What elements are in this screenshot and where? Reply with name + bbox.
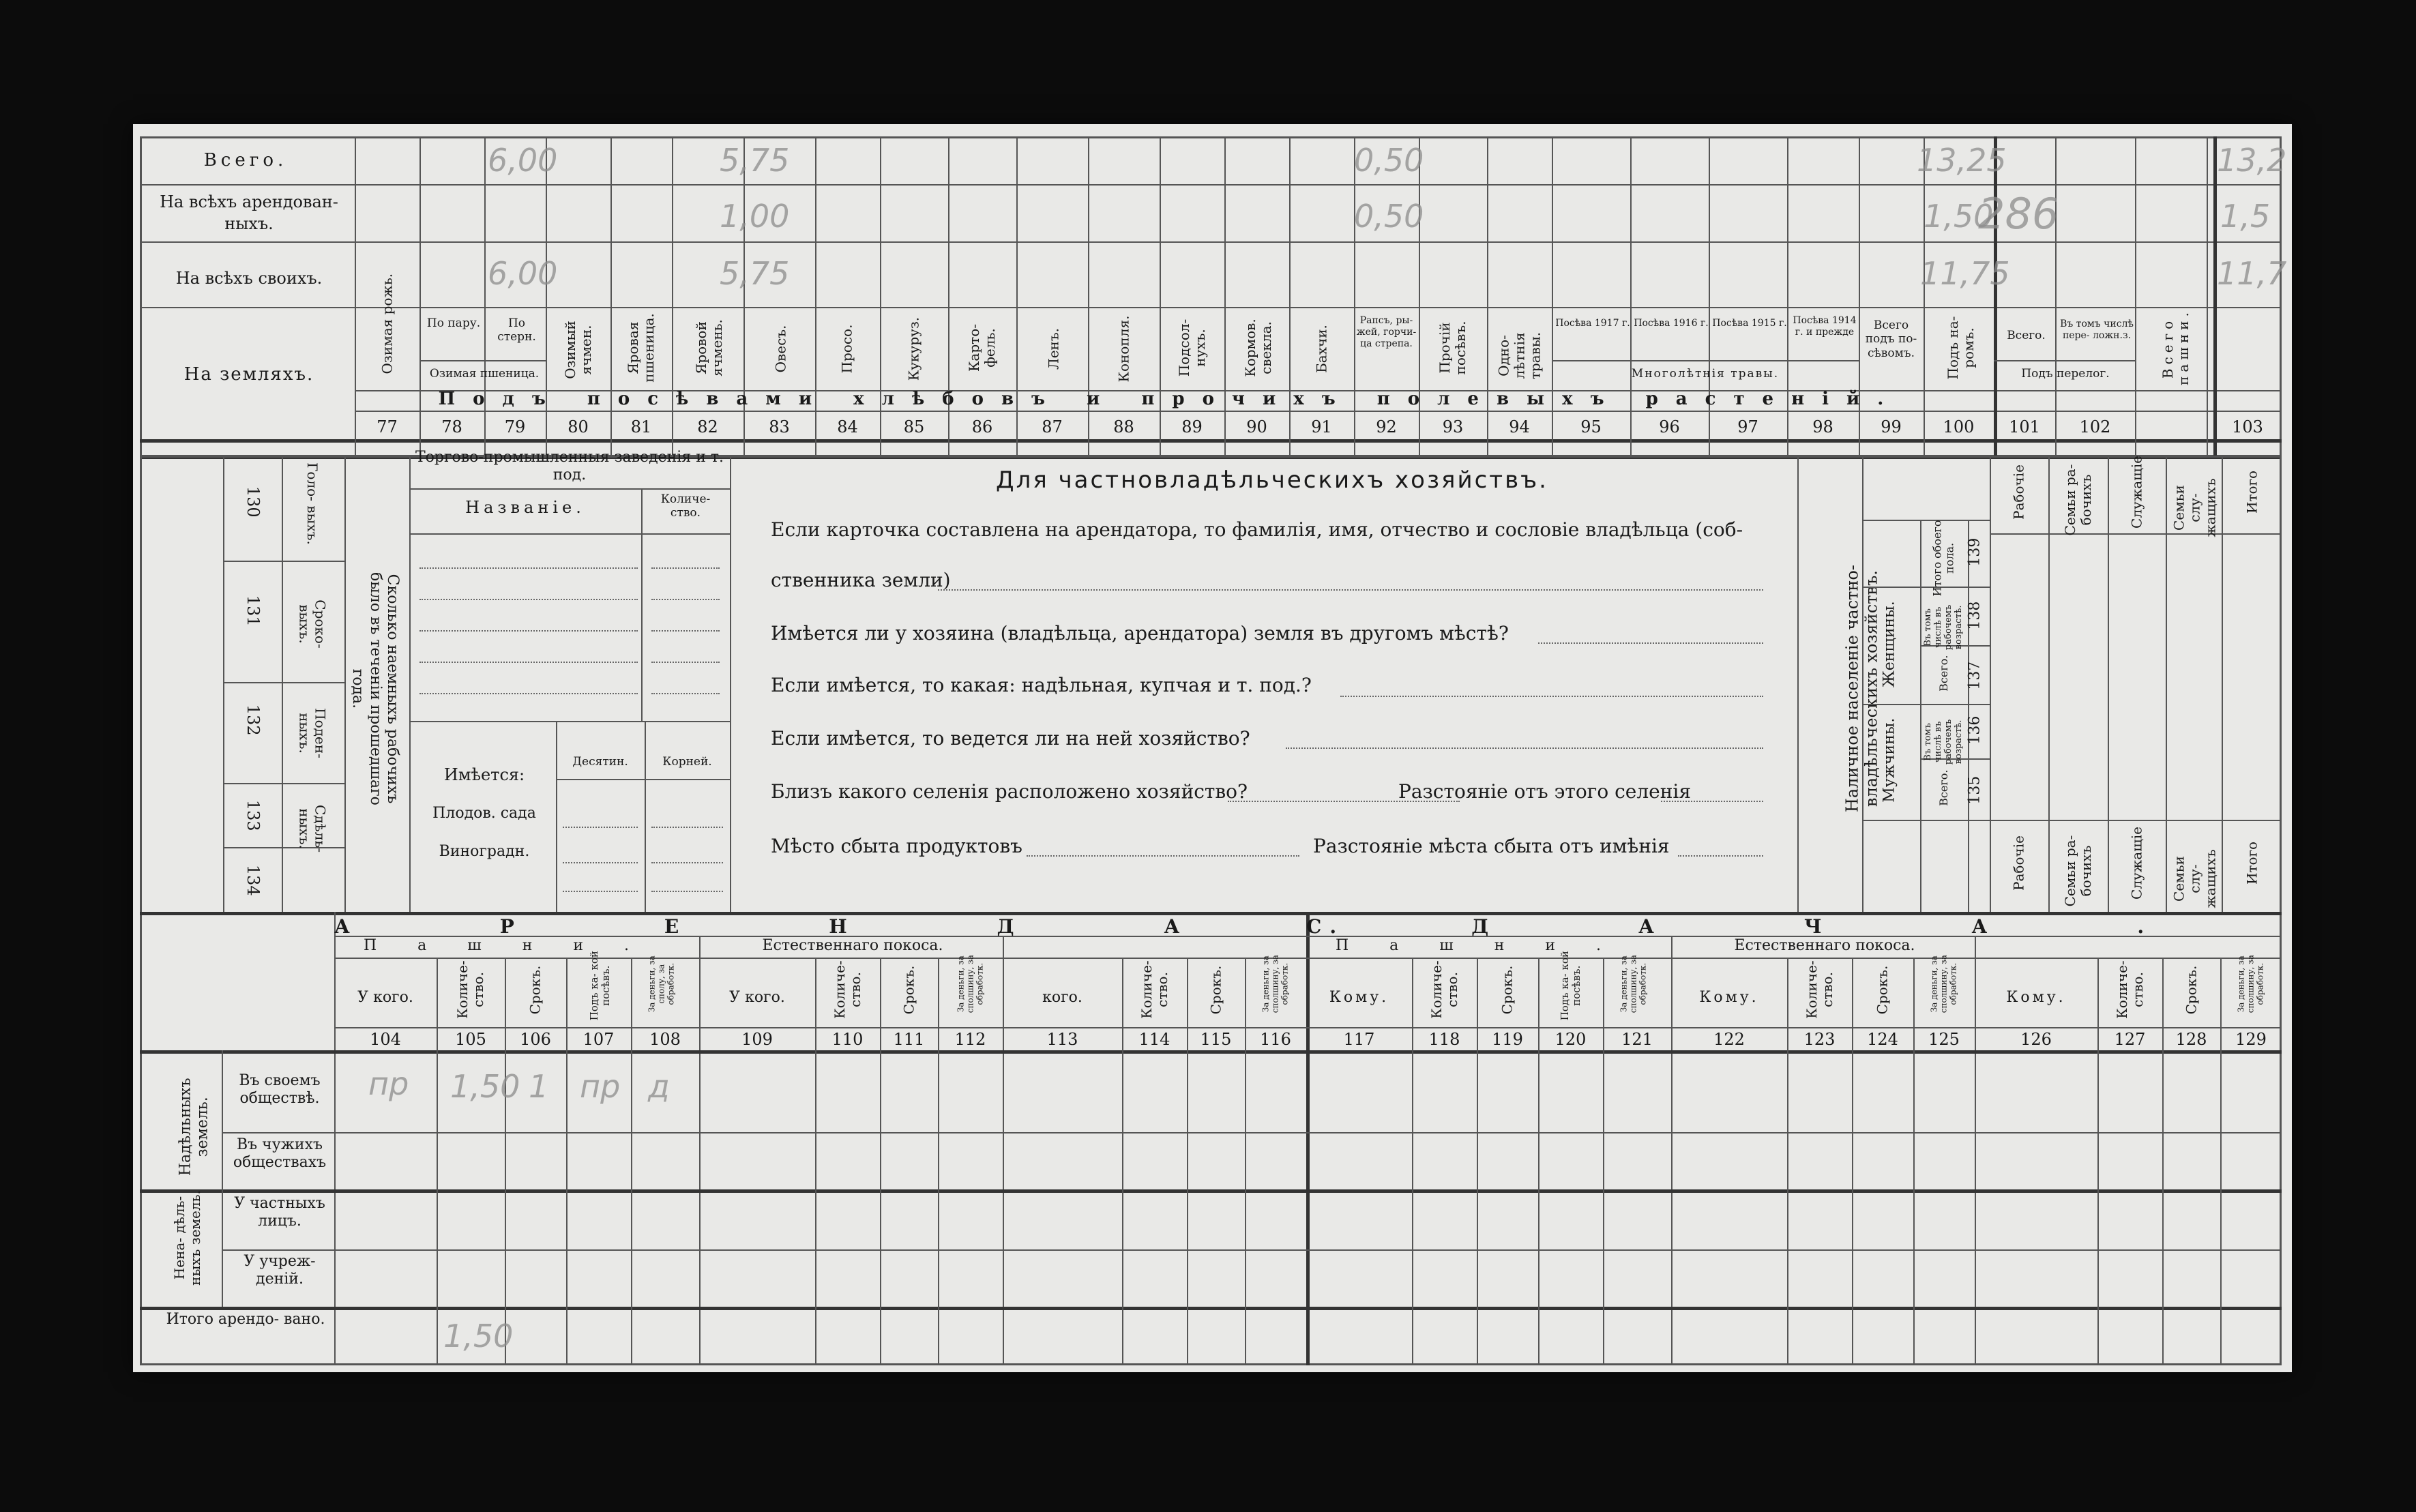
livestock-num: 130	[243, 486, 263, 518]
men-label: Мужчины.	[1881, 717, 1898, 803]
lands-label: На земляхъ.	[183, 364, 314, 385]
rent-term: Срокъ.	[527, 965, 544, 1015]
livestock-label-term: Сроко- выхъ.	[296, 599, 329, 649]
private-q1b: ственника земли)	[771, 569, 951, 591]
col-num: 106	[520, 1030, 551, 1049]
col-num: 111	[893, 1030, 925, 1049]
col-header-1915: Посѣва 1915 г.	[1712, 318, 1787, 329]
lease-pokos-pay: За деньги, за сполшину, за обработк.	[1929, 955, 1958, 1013]
orchard-label: Плодов. сада	[432, 805, 536, 822]
col-header-fallow: По пару.	[426, 316, 481, 330]
sdacha-pokos: Естественнаго покоса.	[1734, 937, 1915, 954]
col-num: 95	[1580, 417, 1602, 436]
hw-own-99: 11,75	[1920, 255, 2010, 292]
col-header-spring-wheat: Яровая пшеница.	[625, 313, 657, 383]
has-label: Имѣется:	[443, 765, 525, 784]
col-num: 99	[1881, 417, 1902, 436]
livestock-label-piece: Сдѣль- ныхъ.	[296, 804, 329, 853]
col-num: 102	[2079, 417, 2111, 436]
lease-other-pay: За деньги, за сполшину, за обработк.	[2236, 955, 2265, 1013]
private-q2: Имѣется ли у хозяина (владѣльца, арендатора) земля въ другомъ мѣстѣ?	[771, 622, 1509, 644]
col-num: 104	[370, 1030, 401, 1049]
col-num: 105	[455, 1030, 486, 1049]
col-header-melons: Бахчи.	[1313, 325, 1330, 373]
pop-col-total: Итого	[2243, 470, 2260, 514]
lease-pokos-qty: Количе- ство.	[1803, 960, 1836, 1019]
col-num: 127	[2114, 1030, 2146, 1049]
pop-col-employee-families: Семьи слу- жащихъ	[2170, 478, 2219, 537]
women-label: Женщины.	[1881, 601, 1898, 687]
rent-pokos-qty: Количе- ство.	[831, 960, 864, 1019]
col-header-total-arable: Всего пашни.	[2160, 308, 2192, 385]
sdacha-band: СДАЧА.	[1306, 915, 2295, 938]
private-q3: Если имѣется, то какая: надѣльная, купчая и т. под.?	[771, 674, 1312, 696]
col-header-other-crop: Прочій посѣвъ.	[1437, 321, 1469, 375]
rent-pay: За деньги, за сполу, за обработк.	[647, 955, 675, 1013]
men-incl: Въ томъ числѣ въ рабочемъ возрастѣ.	[1923, 719, 1964, 765]
row-total-label: Всего.	[203, 150, 288, 171]
women-total: Всего.	[1936, 655, 1950, 692]
pop-col-employee-families-b: Семьи слу- жащихъ	[2170, 849, 2219, 908]
hw-lease-pay: д	[648, 1068, 670, 1105]
private-title: Для частновладѣльческихъ хозяйствъ.	[996, 466, 1548, 494]
col-num: 101	[2009, 417, 2040, 436]
col-num: 126	[2020, 1030, 2052, 1049]
hw-total-91: 0,50	[1354, 142, 1424, 179]
rent-qty: Количе- ство.	[454, 960, 486, 1019]
col-num: 89	[1181, 417, 1203, 436]
population-num: 136	[1966, 715, 1984, 745]
trade-name-col: Названіе.	[465, 498, 585, 517]
col-num: 108	[649, 1030, 681, 1049]
population-num: 135	[1966, 775, 1984, 805]
col-num: 91	[1311, 417, 1332, 436]
col-header-winter-rye: Озимая рожь.	[379, 273, 396, 374]
hw-total-99: 13,25	[1917, 142, 2007, 179]
lease-pokos-term: Срокъ.	[1874, 965, 1891, 1015]
private-q5b: Разстояніе отъ этого селенія	[1398, 780, 1691, 803]
col-header-winter-wheat: Озимая пшеница.	[429, 367, 540, 381]
crops-band: Подъ посѣвами хлѣбовъ и прочихъ полевыхъ растеній.	[438, 389, 1902, 409]
row-institutions: У учреж- деній.	[244, 1253, 316, 1288]
hw-rent-mark: 286	[1978, 189, 2059, 239]
col-num: 123	[1803, 1030, 1836, 1049]
desyatin-label: Десятин.	[572, 755, 628, 769]
col-header-potato: Карто- фель.	[966, 323, 998, 372]
row-total-leased: Итого арендо- вано.	[166, 1311, 325, 1328]
rent-who: У кого.	[357, 989, 413, 1006]
private-q5: Близъ какого селенія расположено хозяйство?	[771, 780, 1248, 803]
rent-pokos-term: Срокъ.	[900, 965, 917, 1015]
col-header-under-steam: Подъ на- ромъ.	[1945, 316, 1977, 380]
col-num: 96	[1659, 417, 1680, 436]
arenda-band: АРЕНДА.	[334, 915, 1487, 938]
col-header-1917: Посѣва 1917 г.	[1555, 318, 1630, 329]
col-num: 124	[1867, 1030, 1898, 1049]
roots-label: Корней.	[662, 755, 712, 769]
population-total-both: Итого обоего пола.	[1930, 520, 1956, 597]
lease-term: Срокъ.	[1499, 965, 1516, 1015]
col-header-stubble: По стерн.	[497, 316, 536, 344]
row-private-persons: У частныхъ лицъ.	[234, 1195, 325, 1230]
col-num: 117	[1343, 1030, 1375, 1049]
private-q6b: Разстояніе мѣста сбыта отъ имѣнія	[1313, 835, 1670, 857]
fallow-label: Подъ перелог.	[2021, 367, 2110, 381]
row-other-comm: Въ чужихъ обществахъ	[233, 1136, 327, 1172]
hw-total-103: 13,2	[2217, 142, 2287, 179]
col-num: 107	[583, 1030, 615, 1049]
vineyard-label: Виноградн.	[439, 843, 530, 860]
hw-rent-91: 0,50	[1354, 198, 1424, 235]
hw-own-82: 5,75	[720, 255, 790, 292]
row-own-comm: Въ своемъ обществѣ.	[239, 1072, 321, 1108]
hw-own-79: 6,00	[488, 255, 558, 292]
col-header-spring-barley: Яровой ячмень.	[693, 319, 725, 376]
pop-col-worker-families-b: Семьи ра- бочихъ	[2062, 835, 2094, 907]
row-own-label: На всѣхъ своихъ.	[175, 269, 323, 288]
livestock-label-day: Поден- ныхъ.	[296, 708, 329, 758]
pop-col-employees-b: Служащіе	[2128, 827, 2145, 900]
col-header-oats: Овесъ.	[772, 325, 789, 373]
livestock-num: 134	[243, 864, 263, 896]
col-num: 78	[441, 417, 462, 436]
col-num: 129	[2235, 1030, 2267, 1049]
census-card-sheet	[133, 124, 2295, 1372]
row-nonallot-lands: Нена- дѣль- ныхъ земель.	[171, 1190, 203, 1286]
col-header-hemp: Конопля.	[1115, 315, 1132, 383]
col-num: 86	[971, 417, 993, 436]
col-num: 82	[697, 417, 718, 436]
lease-other-qty: Количе- ство.	[2114, 960, 2146, 1019]
col-header-sunflower: Подсол- нухъ.	[1176, 318, 1208, 377]
col-header-fallow-incl: Въ томъ числѣ пере- ложн.з.	[2060, 318, 2134, 341]
col-num: 121	[1621, 1030, 1653, 1049]
lease-qty: Количе- ство.	[1428, 960, 1460, 1019]
col-num: 125	[1928, 1030, 1960, 1049]
col-num: 119	[1492, 1030, 1523, 1049]
hw-total-leased: 1,50	[443, 1318, 514, 1354]
col-num: 118	[1428, 1030, 1460, 1049]
row-rented-label-b: ныхъ.	[224, 214, 274, 233]
hw-lease-qty: 1,50	[450, 1068, 520, 1105]
col-header-rapeseed: Рапсъ, ры- жей, горчи- ца стрепа.	[1356, 315, 1417, 349]
lease-pokos-whom: Кому.	[1699, 989, 1759, 1006]
population-num: 137	[1966, 661, 1984, 690]
col-num: 114	[1138, 1030, 1170, 1049]
col-num: 100	[1943, 417, 1975, 436]
livestock-num: 131	[243, 595, 263, 627]
rent-pokos-pay: За деньги, за сполшину, за обработк.	[956, 955, 984, 1013]
row-rented-label-a: На всѣхъ арендован-	[160, 192, 338, 211]
lease-other-term: Срокъ.	[2183, 965, 2200, 1015]
row-allot-lands: Надѣльныхъ земель.	[177, 1078, 211, 1176]
col-num: 80	[568, 417, 589, 436]
col-num: 115	[1200, 1030, 1232, 1049]
arenda-pashni: Пашни.	[363, 937, 671, 954]
livestock-num: 133	[243, 799, 263, 831]
col-num: 93	[1442, 417, 1464, 436]
hw-rent-82: 1,00	[720, 198, 790, 235]
hw-own-103: 11,7	[2217, 255, 2287, 292]
pop-col-worker-families: Семьи ра- бочихъ	[2062, 464, 2094, 536]
col-num: 77	[377, 417, 398, 436]
col-num: 112	[954, 1030, 986, 1049]
arenda-pokos: Естественнаго покоса.	[762, 937, 943, 954]
hw-lease-for: пр	[580, 1068, 621, 1105]
hired-workers-label: Сколько наемныхъ рабочихъ было въ теченіи прошедшаго года.	[349, 572, 401, 805]
col-num: 92	[1376, 417, 1397, 436]
col-header-flax: Ленъ.	[1045, 328, 1062, 370]
col-header-winter-barley: Озимый ячмен.	[562, 321, 594, 379]
population-num: 138	[1966, 601, 1984, 630]
col-num: 87	[1042, 417, 1063, 436]
col-num: 90	[1246, 417, 1267, 436]
col-header-corn: Кукуруз.	[905, 316, 922, 381]
col-num: 97	[1737, 417, 1758, 436]
col-header-fallow-total: Всего.	[2007, 329, 2046, 342]
rent-other-term: Срокъ.	[1207, 965, 1224, 1015]
col-num: 109	[741, 1030, 773, 1049]
pop-col-employees: Служащіе	[2128, 456, 2145, 529]
hw-total-79: 6,00	[488, 142, 558, 179]
hw-lease-who: пр	[368, 1065, 409, 1102]
women-incl: Въ томъ числѣ въ рабочемъ возрастѣ.	[1923, 604, 1964, 651]
private-q1: Если карточка составлена на арендатора, то фамилія, имя, отчество и сословіе владѣльца (соб-	[771, 518, 1743, 541]
rent-crop: Подъ ка- кой посѣвъ.	[587, 951, 612, 1021]
col-header-total-sown: Всего подъ по- сѣвомъ.	[1865, 318, 1917, 360]
col-num: 88	[1113, 417, 1134, 436]
pop-col-total-b: Итого	[2243, 841, 2260, 885]
sdacha-pashni: Пашни.	[1335, 937, 1642, 954]
col-num: 113	[1046, 1030, 1078, 1049]
livestock-num: 132	[243, 704, 263, 736]
lease-whom: Кому.	[1329, 989, 1389, 1006]
col-num: 94	[1509, 417, 1530, 436]
lease-other-whom: Кому.	[2006, 989, 2066, 1006]
men-total: Всего.	[1936, 769, 1950, 806]
col-num: 81	[630, 417, 652, 436]
col-header-annual-grass: Одно- лѣтнія травы.	[1495, 331, 1544, 380]
col-num: 128	[2175, 1030, 2207, 1049]
col-num: 103	[2232, 417, 2263, 436]
col-header-beet: Кормов. свекла.	[1242, 318, 1274, 377]
population-num: 139	[1966, 537, 1984, 567]
livestock-label-head: Голо- выхъ.	[304, 462, 321, 545]
pop-col-workers-b: Рабочіе	[2010, 835, 2027, 891]
hw-lease-term: 1	[529, 1068, 549, 1105]
hw-rent-99: 1,50	[1924, 198, 1994, 235]
col-num: 120	[1555, 1030, 1587, 1049]
perennial-grass-label: Многолѣтнія травы.	[1631, 367, 1780, 381]
trade-header: Торгово-промышленныя заведенія и т. под.	[415, 449, 724, 484]
col-num: 98	[1812, 417, 1833, 436]
col-header-1916: Посѣва 1916 г.	[1634, 318, 1709, 329]
population-header: Наличное населеніе частно-владѣльческихъ хозяйствъ.	[1842, 565, 1881, 813]
rent-other-qty: Количе- ство.	[1138, 960, 1170, 1019]
rent-other-who: кого.	[1042, 989, 1082, 1006]
col-num: 122	[1713, 1030, 1745, 1049]
lease-pay: За деньги, за сполшину, за обработк.	[1619, 955, 1647, 1013]
trade-qty-col: Количе- ство.	[660, 492, 711, 520]
hw-rent-103: 1,5	[2220, 198, 2271, 235]
col-num: 116	[1260, 1030, 1291, 1049]
col-num: 83	[769, 417, 790, 436]
col-num: 85	[903, 417, 925, 436]
col-header-millet: Просо.	[838, 324, 855, 374]
private-q6: Мѣсто сбыта продуктовъ	[771, 835, 1022, 857]
rent-other-pay: За деньги, за сполшину, за обработк.	[1261, 955, 1289, 1013]
col-num: 110	[831, 1030, 864, 1049]
col-num: 84	[837, 417, 858, 436]
col-header-1914: Посѣва 1914 г. и прежде	[1793, 315, 1857, 338]
private-q4: Если имѣется, то ведется ли на ней хозяйство?	[771, 727, 1250, 750]
hw-total-82: 5,75	[720, 142, 790, 179]
lease-crop: Подъ ка- кой посѣвъ.	[1558, 951, 1582, 1021]
col-num: 79	[504, 417, 526, 436]
pop-col-workers: Рабочіе	[2010, 464, 2027, 520]
rent-pokos-who: У кого.	[729, 989, 785, 1006]
